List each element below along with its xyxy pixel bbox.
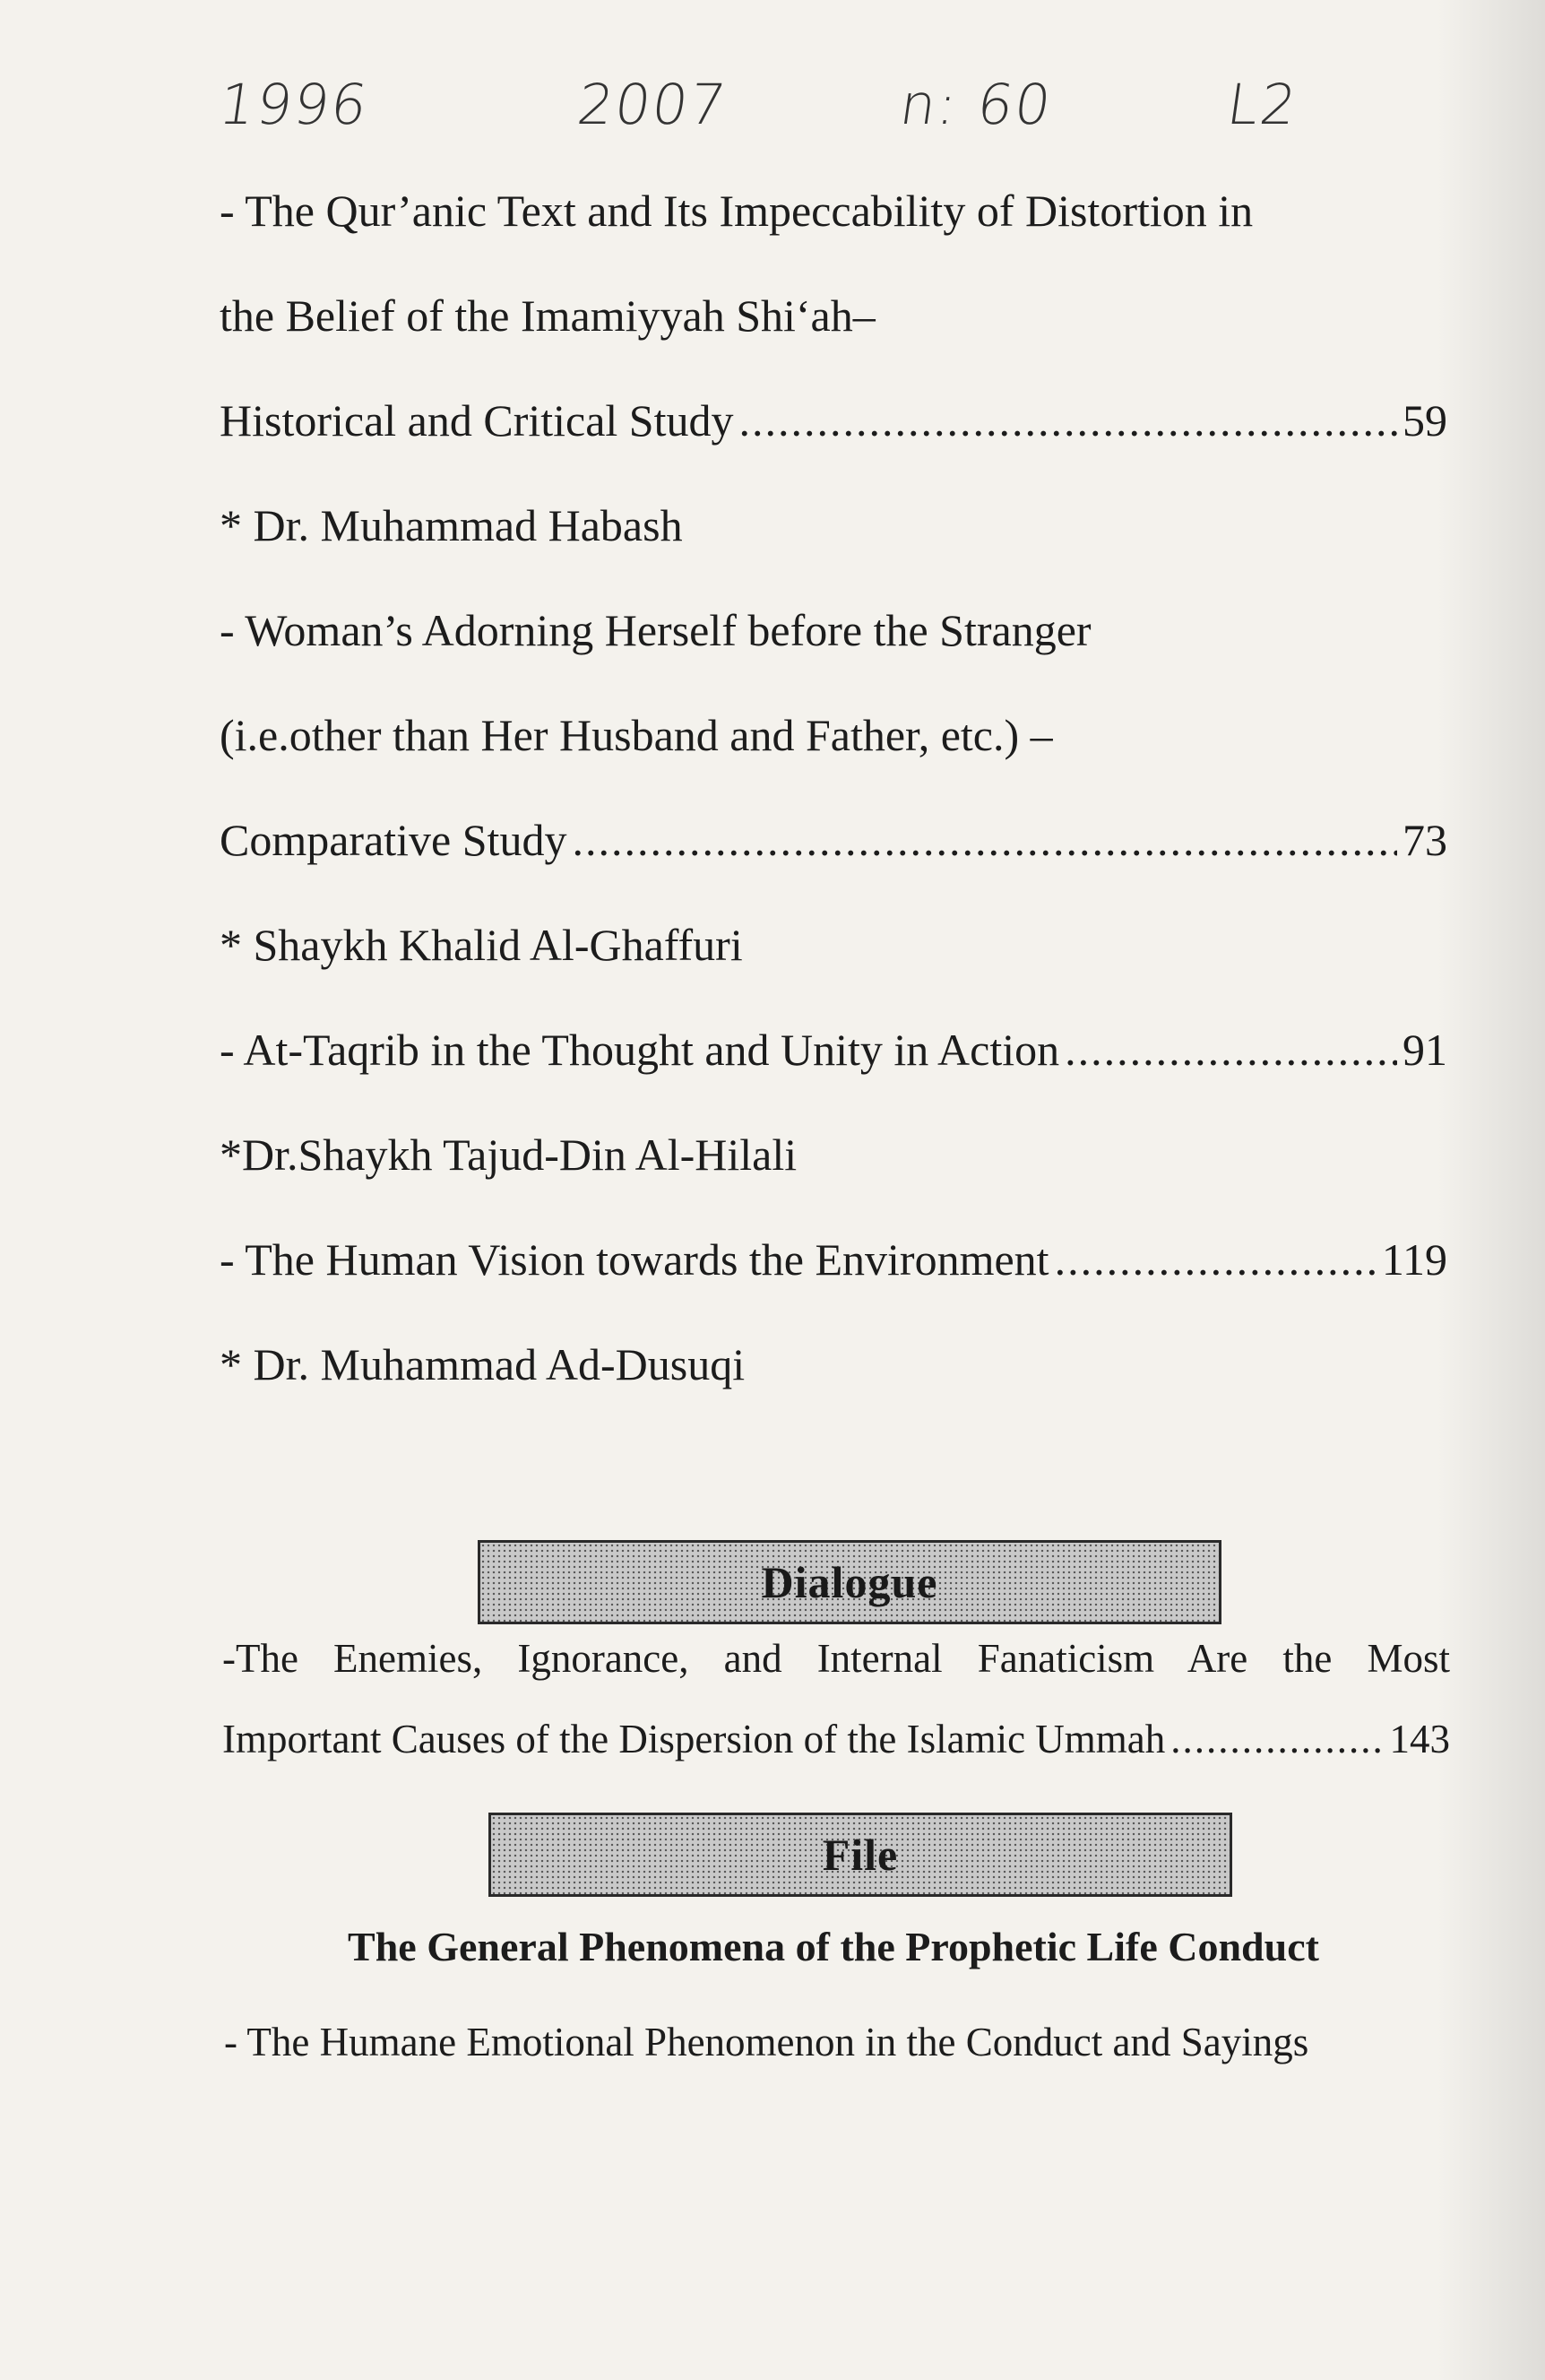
toc-line [220, 1023, 1447, 1077]
dialogue-section-title: Dialogue [761, 1557, 938, 1607]
toc-page-number: 119 [1381, 1234, 1447, 1285]
toc-line [220, 184, 1447, 238]
handwritten-note-issue: n: 60 [895, 72, 1057, 137]
file-section-header [488, 1813, 1232, 1897]
dialogue-entry-line1: -The Enemies, Ignorance, and Internal Fanaticism Are the Most [222, 1636, 1450, 1681]
toc-author-name: *Dr.Shaykh Tajud-Din Al-Hilali [220, 1129, 798, 1180]
toc-line [220, 813, 1447, 867]
toc-line [220, 708, 1447, 762]
dialogue-entry-line2 [222, 1712, 1450, 1766]
file-heading: The General Phenomena of the Prophetic Life Conduct [348, 1924, 1319, 1969]
file-section-title: File [822, 1830, 899, 1880]
toc-entry-text: - The Human Vision towards the Environment [220, 1234, 1049, 1285]
handwritten-note-year-start: 1996 [214, 72, 373, 137]
toc-page-number: 59 [1403, 395, 1447, 446]
toc-entry-text: (i.e.other than Her Husband and Father, etc.) – [220, 710, 1053, 760]
handwritten-note-code: L2 [1222, 72, 1303, 137]
toc-line [220, 289, 1447, 342]
toc-line [220, 603, 1447, 657]
file-entry-line: - The Humane Emotional Phenomenon in the Conduct and Sayings [224, 2020, 1309, 2064]
toc-author [220, 918, 1447, 972]
toc-author [220, 498, 1447, 552]
dot-leader [1055, 1233, 1377, 1286]
toc-author-name: * Dr. Muhammad Ad-Dusuqi [220, 1339, 746, 1389]
dot-leader [1170, 1712, 1384, 1766]
toc-author-name: * Shaykh Khalid Al-Ghaffuri [220, 920, 743, 970]
dialogue-section-header [478, 1540, 1221, 1624]
toc-entry-text: Comparative Study [220, 815, 567, 865]
toc-page-number: 73 [1403, 815, 1447, 865]
toc-author-name: * Dr. Muhammad Habash [220, 500, 683, 550]
toc-page-number: 91 [1403, 1025, 1447, 1075]
toc-entry-text: - The Qur’anic Text and Its Impeccability of Distortion in [220, 186, 1254, 236]
toc-entry-text: - Woman’s Adorning Herself before the Stranger [220, 605, 1092, 655]
toc-entry-text: the Belief of the Imamiyyah Shi‘ah– [220, 290, 876, 341]
handwritten-note-year-end: 2007 [573, 72, 731, 137]
toc-entry-text: Historical and Critical Study [220, 395, 734, 446]
dialogue-page-number: 143 [1389, 1717, 1450, 1761]
dialogue-entry-text: Important Causes of the Dispersion of the Islamic Ummah [222, 1717, 1166, 1761]
dialogue-entry [222, 1631, 1450, 1766]
toc-author [220, 1128, 1447, 1181]
toc-line [220, 394, 1447, 447]
toc-entry-text: - At-Taqrib in the Thought and Unity in Action [220, 1025, 1060, 1075]
table-of-contents [220, 184, 1447, 1442]
dot-leader [1065, 1023, 1397, 1077]
dot-leader [739, 394, 1397, 447]
toc-author [220, 1337, 1447, 1391]
dot-leader [572, 813, 1397, 867]
toc-line [220, 1233, 1447, 1286]
